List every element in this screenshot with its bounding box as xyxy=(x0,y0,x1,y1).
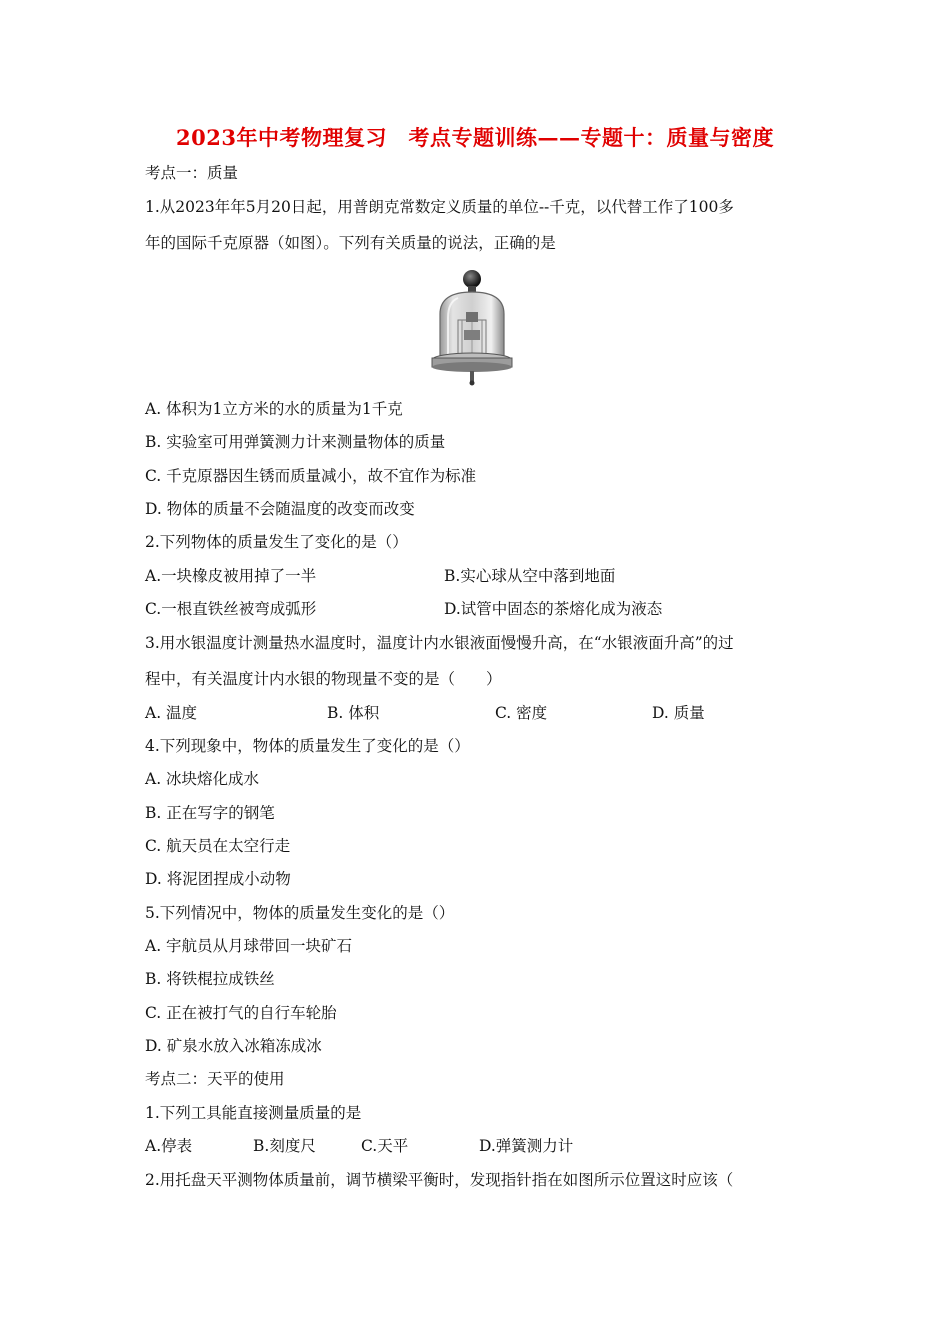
q5-option-c: C. 正在被打气的自行车轮胎 xyxy=(145,1004,337,1022)
q3-option-c: C. 密度 xyxy=(495,704,548,722)
q3-option-d: D. 质量 xyxy=(652,704,705,722)
document-title: 2023年中考物理复习 考点专题训练——专题十：质量与密度 xyxy=(176,125,774,150)
q4-option-d: D. 将泥团捏成小动物 xyxy=(145,870,291,888)
q5-option-b: B. 将铁棍拉成铁丝 xyxy=(145,970,275,988)
s2-question-2-stem: 2.用托盘天平测物体质量前，调节横梁平衡时，发现指针指在如图所示位置这时应该（ xyxy=(145,1171,734,1189)
s2-question-1-stem: 1.下列工具能直接测量质量的是 xyxy=(145,1104,362,1122)
q4-option-b: B. 正在写字的钢笔 xyxy=(145,804,275,822)
q4-option-a: A. 冰块熔化成水 xyxy=(145,770,260,788)
section-heading: 考点一：质量 xyxy=(145,164,239,182)
q2-option-d: D.试管中固态的茶熔化成为液态 xyxy=(444,600,663,618)
question-3-line-2: 程中，有关温度计内水银的物现量不变的是（ ） xyxy=(145,670,502,688)
q2-option-c: C.一根直铁丝被弯成弧形 xyxy=(145,600,317,618)
question-2-stem: 2.下列物体的质量发生了变化的是（） xyxy=(145,533,408,551)
q3-option-b: B. 体积 xyxy=(327,704,380,722)
q1-option-a: A. 体积为1立方米的水的质量为1千克 xyxy=(145,400,403,418)
q1-option-d: D. 物体的质量不会随温度的改变而改变 xyxy=(145,500,415,518)
question-1-line-2: 年的国际千克原器（如图）。下列有关质量的说法，正确的是 xyxy=(145,234,556,252)
q3-option-a: A. 温度 xyxy=(145,704,198,722)
question-5-stem: 5.下列情况中，物体的质量发生变化的是（） xyxy=(145,904,455,922)
question-1-line-1: 1.从2023年年5月20日起，用普朗克常数定义质量的单位--千克，以代替工作了100多 xyxy=(145,198,734,216)
q5-option-d: D. 矿泉水放入冰箱冻成冰 xyxy=(145,1037,322,1055)
q2-option-a: A.一块橡皮被用掉了一半 xyxy=(145,567,317,585)
s2q1-option-c: C.天平 xyxy=(361,1137,409,1155)
s2q1-option-a: A.停表 xyxy=(145,1137,193,1155)
question-3-line-1: 3.用水银温度计测量热水温度时，温度计内水银液面慢慢升高，在“水银液面升高”的过 xyxy=(145,634,734,652)
question-4-stem: 4.下列现象中，物体的质量发生了变化的是（） xyxy=(145,737,470,755)
s2q1-option-d: D.弹簧测力计 xyxy=(479,1137,574,1155)
q5-option-a: A. 宇航员从月球带回一块矿石 xyxy=(145,937,353,955)
q1-option-b: B. 实验室可用弹簧测力计来测量物体的质量 xyxy=(145,433,446,451)
section-heading-2: 考点二：天平的使用 xyxy=(145,1070,285,1088)
s2q1-option-b: B.刻度尺 xyxy=(253,1137,316,1155)
q4-option-c: C. 航天员在太空行走 xyxy=(145,837,291,855)
kilogram-prototype-image xyxy=(426,268,518,386)
q2-option-b: B.实心球从空中落到地面 xyxy=(444,567,616,585)
q1-option-c: C. 千克原器因生锈而质量减小，故不宜作为标准 xyxy=(145,467,477,485)
